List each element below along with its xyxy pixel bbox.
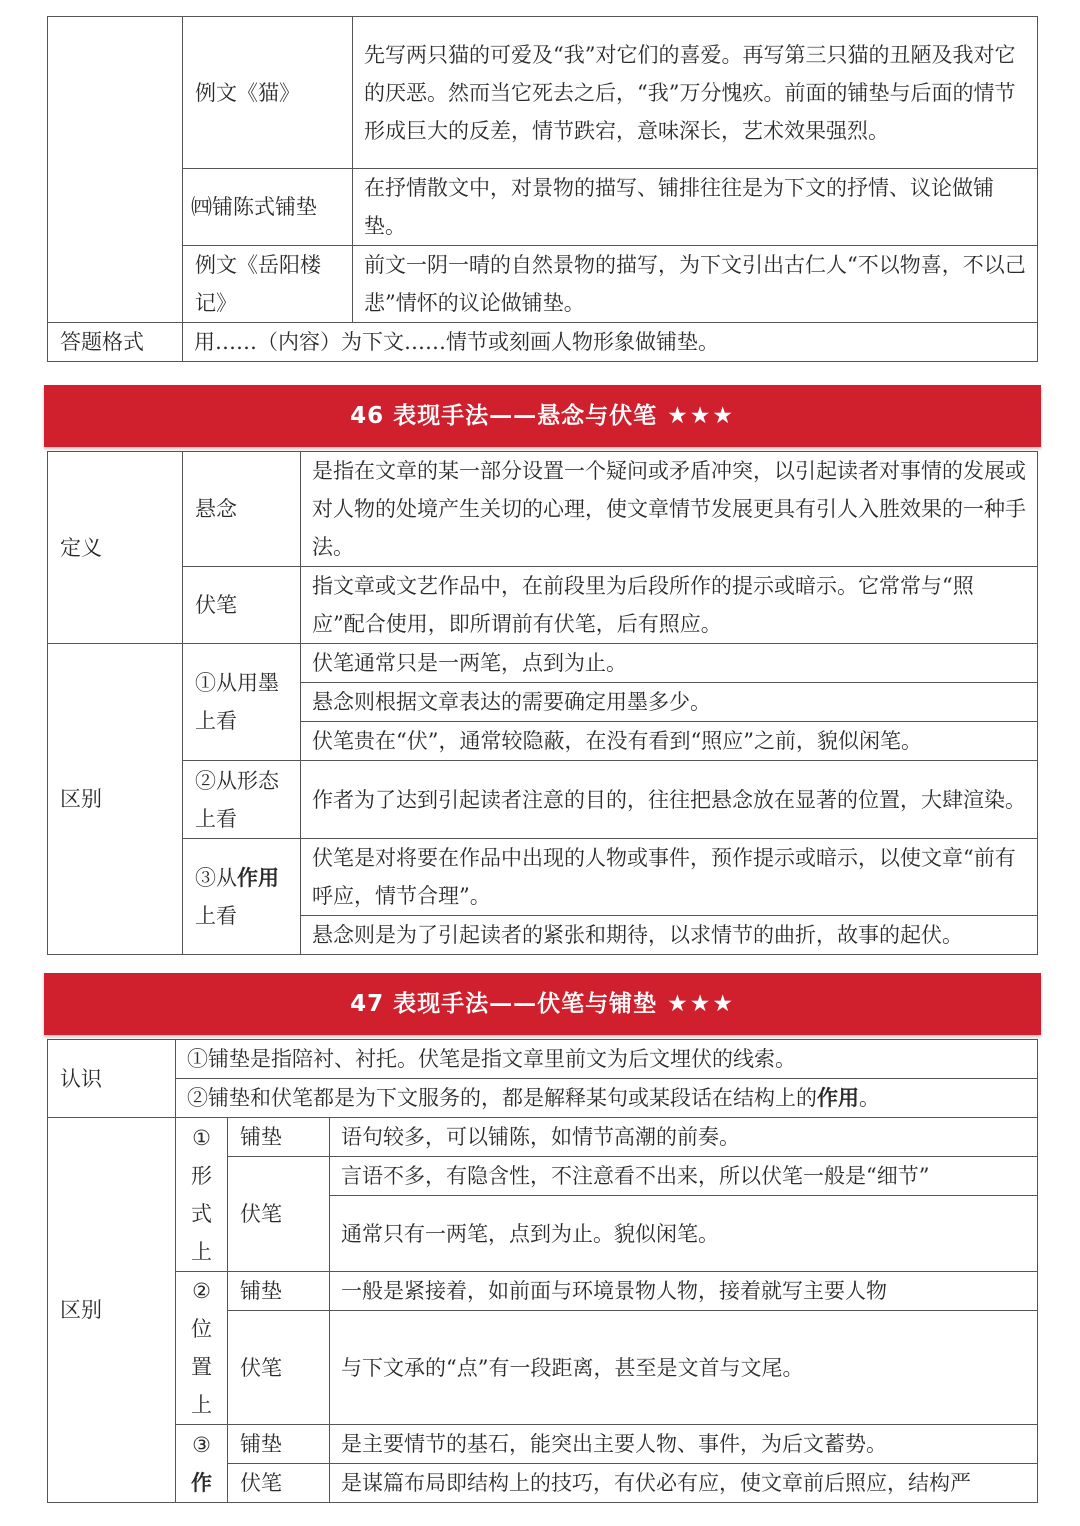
- table-row-text: 在抒情散文中，对景物的描写、铺排往往是为下文的抒情、议论做铺垫。: [353, 169, 1038, 246]
- table-foreshadow-pudian: [47, 1039, 1038, 1503]
- foreshadow-definition: 指文章或文艺作品中，在前段里为后段所作的提示或暗示。它常常与“照应”配合使用，即所谓前有伏笔，后有照应。: [301, 567, 1038, 644]
- answer-format-text: 用……（内容）为下文……情节或刻画人物形象做铺垫。: [183, 323, 1038, 362]
- difference-label: 区别: [48, 644, 183, 955]
- form-vertical-label: ① 形 式 上: [176, 1118, 228, 1272]
- rating-stars-icon: ★★★: [667, 403, 735, 429]
- table-pudian-continued: [47, 16, 1038, 362]
- table-suspense-foreshadow: [47, 451, 1038, 955]
- fubi-label: 伏笔: [228, 1311, 330, 1425]
- suspense-definition: 是指在文章的某一部分设置一个疑问或矛盾冲突，以引起读者对事情的发展或对人物的处境产生关切的心理，使文章情节发展更具有引人入胜效果的一种手法。: [301, 452, 1038, 567]
- position-fubi-text: 与下文承的“点”有一段距离，甚至是文首与文尾。: [330, 1311, 1038, 1425]
- recognition-point-2: ②铺垫和伏笔都是为下文服务的，都是解释某句或某段话在结构上的作用。: [176, 1079, 1038, 1118]
- pudian-label: 铺垫: [228, 1272, 330, 1311]
- definition-label: 定义: [48, 452, 183, 644]
- position-pudian-text: 一般是紧接着，如前面与环境景物人物，接着就写主要人物: [330, 1272, 1038, 1311]
- ink-point-2: 悬念则根据文章表达的需要确定用墨多少。: [301, 683, 1038, 722]
- effect-vertical-label: ③ 作: [176, 1425, 228, 1503]
- ink-label: ①从用墨上看: [183, 644, 301, 761]
- effect-point-1: 伏笔是对将要在作品中出现的人物或事件，预作提示或暗示，以使文章“前有呼应，情节合理”。: [301, 839, 1038, 916]
- effect-label: ③从作用 上看: [183, 839, 301, 955]
- position-vertical-label: ② 位 置 上: [176, 1272, 228, 1425]
- ink-point-1: 伏笔通常只是一两笔，点到为止。: [301, 644, 1038, 683]
- rating-stars-icon: ★★★: [667, 991, 735, 1017]
- section-47-title: 47 表现手法——伏笔与铺垫: [350, 991, 658, 1017]
- form-fubi-text-2: 通常只有一两笔，点到为止。貌似闲笔。: [330, 1196, 1038, 1272]
- effect-pudian-text: 是主要情节的基石，能突出主要人物、事件，为后文蓄势。: [330, 1425, 1038, 1464]
- table-row-label: 例文《猫》: [183, 17, 353, 169]
- answer-format-label: 答题格式: [48, 323, 183, 362]
- table-row-label: 例文《岳阳楼记》: [183, 246, 353, 323]
- fubi-label: 伏笔: [228, 1464, 330, 1503]
- form-label: ②从形态上看: [183, 761, 301, 839]
- table-row-label: ㈣铺陈式铺垫: [183, 169, 353, 246]
- suspense-label: 悬念: [183, 452, 301, 567]
- difference-label: 区别: [48, 1118, 176, 1503]
- table-row-text: 先写两只猫的可爱及“我”对它们的喜爱。再写第三只猫的丑陋及我对它的厌恶。然而当它死去之后，“我”万分愧疚。前面的铺垫与后面的情节形成巨大的反差，情节跌宕，意味深长，艺术效果强烈。: [353, 17, 1038, 169]
- table-cell-empty: [48, 17, 183, 323]
- form-pudian-text: 语句较多，可以铺陈，如情节高潮的前奏。: [330, 1118, 1038, 1157]
- form-point: 作者为了达到引起读者注意的目的，往往把悬念放在显著的位置，大肆渲染。: [301, 761, 1038, 839]
- effect-point-2: 悬念则是为了引起读者的紧张和期待，以求情节的曲折，故事的起伏。: [301, 916, 1038, 955]
- section-46-title: 46 表现手法——悬念与伏笔: [350, 403, 658, 429]
- effect-fubi-text: 是谋篇布局即结构上的技巧，有伏必有应，使文章前后照应，结构严: [330, 1464, 1038, 1503]
- section-46-header: [44, 385, 1041, 447]
- recognition-point-1: ①铺垫是指陪衬、衬托。伏笔是指文章里前文为后文埋伏的线索。: [176, 1040, 1038, 1079]
- pudian-label: 铺垫: [228, 1118, 330, 1157]
- recognition-label: 认识: [48, 1040, 176, 1118]
- foreshadow-label: 伏笔: [183, 567, 301, 644]
- form-fubi-text-1: 言语不多，有隐含性，不注意看不出来，所以伏笔一般是“细节”: [330, 1157, 1038, 1196]
- fubi-label: 伏笔: [228, 1157, 330, 1272]
- ink-point-3: 伏笔贵在“伏”，通常较隐蔽，在没有看到“照应”之前，貌似闲笔。: [301, 722, 1038, 761]
- pudian-label: 铺垫: [228, 1425, 330, 1464]
- section-47-header: [44, 973, 1041, 1035]
- table-row-text: 前文一阴一晴的自然景物的描写，为下文引出古仁人“不以物喜，不以己悲”情怀的议论做铺垫。: [353, 246, 1038, 323]
